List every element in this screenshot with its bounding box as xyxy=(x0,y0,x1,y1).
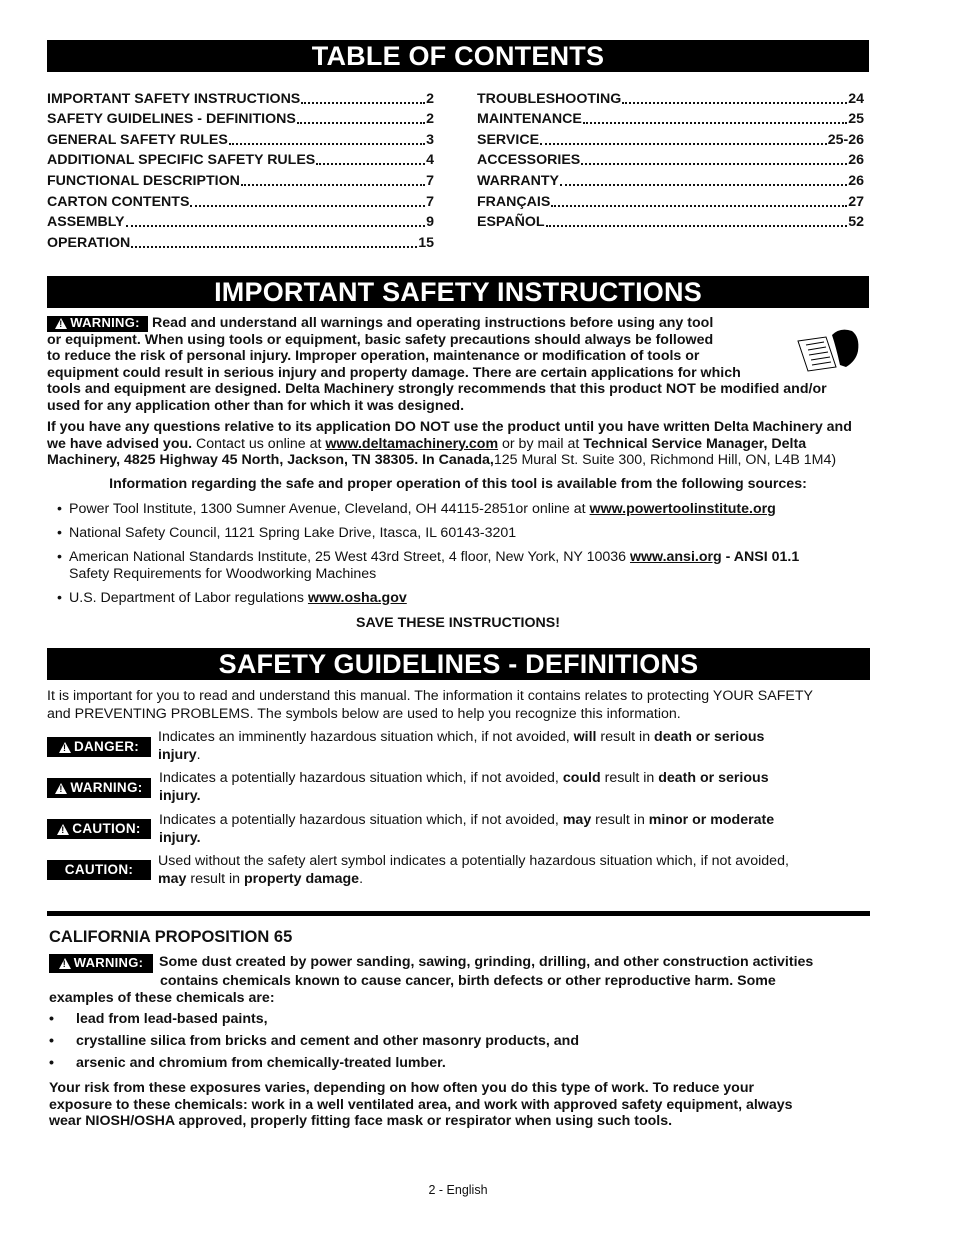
safety-warning-cont: tools and equipment are designed. Delta Machinery strongly recommends that this product NOT be modified and/or used for any application other than for which it was designed. xyxy=(47,381,827,414)
toc-entry-title: ASSEMBLY xyxy=(47,214,125,231)
toc-entry[interactable] xyxy=(477,189,864,210)
toc-entry-page: 7 xyxy=(426,193,434,210)
prop65-bullet: • arsenic and chromium from chemically-treated lumber. xyxy=(49,1055,446,1071)
toc-entry-page: 26 xyxy=(848,152,864,169)
read-manual-icon xyxy=(796,327,860,373)
toc-entry[interactable] xyxy=(47,107,434,128)
danger-tag: ! DANGER: xyxy=(47,737,151,757)
toc-right-column xyxy=(477,86,864,230)
toc-entry-page: 52 xyxy=(848,214,864,231)
toc-leader-dots xyxy=(622,101,847,104)
toc-entry-title: TROUBLESHOOTING xyxy=(477,90,622,107)
page-footer: 2 - English xyxy=(428,1183,488,1197)
prop65-risk-paragraph: Your risk from these exposures varies, depending on how often you do this type of work. To reduce your exposure to these chemicals: work in a well ventilated area, and work with approved safety equipment, always wear NIOSH/OSHA approved, properly fitting face mask or respirator when using such tools. xyxy=(49,1080,793,1129)
toc-leader-dots xyxy=(316,162,425,165)
alert-triangle-icon xyxy=(57,824,69,835)
toc-entry[interactable] xyxy=(47,86,434,107)
toc-entry[interactable] xyxy=(47,230,434,251)
toc-entry[interactable] xyxy=(477,148,864,169)
toc-entry-title: WARRANTY xyxy=(477,172,559,189)
toc-entry-page: 15 xyxy=(418,234,434,251)
toc-entry-title: ACCESSORIES xyxy=(477,152,581,169)
toc-entry[interactable] xyxy=(477,210,864,231)
prop65-heading: CALIFORNIA PROPOSITION 65 xyxy=(49,928,293,946)
toc-left-column xyxy=(47,86,434,251)
alert-triangle-icon xyxy=(59,958,71,969)
caution-tag: ! CAUTION: xyxy=(47,819,151,839)
toc-entry[interactable] xyxy=(47,148,434,169)
toc-leader-dots xyxy=(551,204,847,207)
toc-entry-page: 7 xyxy=(426,172,434,189)
safety-heading: IMPORTANT SAFETY INSTRUCTIONS xyxy=(47,276,869,308)
toc-leader-dots xyxy=(241,183,425,186)
toc-entry-title: CARTON CONTENTS xyxy=(47,193,190,210)
toc-leader-dots xyxy=(131,245,417,248)
ansi-link[interactable]: www.ansi.org xyxy=(629,549,722,565)
toc-entry-page: 27 xyxy=(848,193,864,210)
prop65-bullet: • lead from lead-based paints, xyxy=(49,1011,268,1027)
toc-entry[interactable] xyxy=(477,107,864,128)
toc-entry-title: SERVICE xyxy=(477,131,540,148)
warning-tag: ! WARNING: xyxy=(49,954,153,973)
sources-heading: Information regarding the safe and proper operation of this tool is available from the following sources: xyxy=(109,476,807,492)
toc-entry[interactable] xyxy=(47,189,434,210)
delta-website-link[interactable]: www.deltamachinery.com xyxy=(325,435,499,452)
toc-entry-page: 2 xyxy=(426,90,434,107)
toc-entry[interactable] xyxy=(47,168,434,189)
toc-heading: TABLE OF CONTENTS xyxy=(47,40,869,72)
toc-leader-dots xyxy=(560,183,847,186)
toc-leader-dots xyxy=(190,204,425,207)
toc-entry-page: 3 xyxy=(426,131,434,148)
toc-leader-dots xyxy=(581,162,847,165)
toc-entry-page: 9 xyxy=(426,214,434,231)
toc-entry-title: MAINTENANCE xyxy=(477,111,582,128)
toc-leader-dots xyxy=(583,121,847,124)
prop65-bullet: • crystalline silica from bricks and cement and other masonry products, and xyxy=(49,1033,580,1049)
toc-entry-title: SAFETY GUIDELINES - DEFINITIONS xyxy=(47,111,296,128)
toc-leader-dots xyxy=(229,142,425,145)
toc-entry-title: GENERAL SAFETY RULES xyxy=(47,131,228,148)
warning-tag: ! WARNING: xyxy=(47,778,151,798)
toc-entry-title: FUNCTIONAL DESCRIPTION xyxy=(47,172,240,189)
toc-entry-page: 4 xyxy=(426,152,434,169)
toc-leader-dots xyxy=(297,121,425,124)
definitions-heading: SAFETY GUIDELINES - DEFINITIONS xyxy=(47,648,870,680)
toc-entry-page: 26 xyxy=(848,172,864,189)
pti-link[interactable]: www.powertoolinstitute.org xyxy=(589,501,776,517)
toc-leader-dots xyxy=(540,142,827,145)
prop65-warning-block: ! WARNING: Some dust created by power sanding, sawing, grinding, drilling, and other construction activities contains chemicals known to cause cancer, birth defects or other reproductive harm. Some examples of these chemicals are: xyxy=(49,954,868,1006)
osha-link[interactable]: www.osha.gov xyxy=(307,590,407,606)
definitions-intro: It is important for you to read and understand this manual. The information it contains relates to protecting YOUR SAFETY and PREVENTING PROBLEMS. The symbols below are used to help you recognize this information. xyxy=(47,688,813,722)
toc-entry-title: ADDITIONAL SPECIFIC SAFETY RULES xyxy=(47,152,316,169)
safety-warning-block: ! WARNING: Read and understand all warnings and operating instructions before using any tool or equipment. When using tools or equipment, basic safety precautions should always be followed to reduce the risk of personal injury. Improper operation, maintenance or modification of tools or equipment could result in serious injury and property damage. There are certain applications for which xyxy=(47,315,782,381)
toc-entry[interactable] xyxy=(477,86,864,107)
section-divider xyxy=(47,911,870,916)
toc-entry-title: IMPORTANT SAFETY INSTRUCTIONS xyxy=(47,90,301,107)
toc-leader-dots xyxy=(126,224,426,227)
toc-entry-page: 25-26 xyxy=(827,131,864,148)
toc-leader-dots xyxy=(301,101,425,104)
questions-paragraph: If you have any questions relative to its application DO NOT use the product until you have written Delta Machinery and we have advised you. Contact us online at www.deltamachinery.com or by mail at Technical Service Manager, Delta Machinery, 4825 Highway 45 North, Jackson, TN 38305. In Canada,125 Mural St. Suite 300, Richmond Hill, ON, L4B 1M4) xyxy=(47,419,852,468)
caution-tag-plain: CAUTION: xyxy=(47,860,151,880)
toc-entry-title: FRANÇAIS xyxy=(477,193,551,210)
toc-entry[interactable] xyxy=(477,127,864,148)
toc-entry-title: ESPAÑOL xyxy=(477,214,545,231)
toc-entry-page: 24 xyxy=(848,90,864,107)
save-instructions: SAVE THESE INSTRUCTIONS! xyxy=(356,615,560,631)
alert-triangle-icon xyxy=(55,318,67,329)
warning-tag: ! WARNING: xyxy=(47,316,148,332)
toc-entry[interactable] xyxy=(47,210,434,231)
toc-leader-dots xyxy=(546,224,848,227)
alert-triangle-icon xyxy=(55,783,67,794)
toc-entry-page: 25 xyxy=(848,111,864,128)
toc-entry-page: 2 xyxy=(426,111,434,128)
toc-entry-title: OPERATION xyxy=(47,234,131,251)
toc-entry[interactable] xyxy=(47,127,434,148)
alert-triangle-icon xyxy=(59,742,71,753)
toc-entry[interactable] xyxy=(477,168,864,189)
